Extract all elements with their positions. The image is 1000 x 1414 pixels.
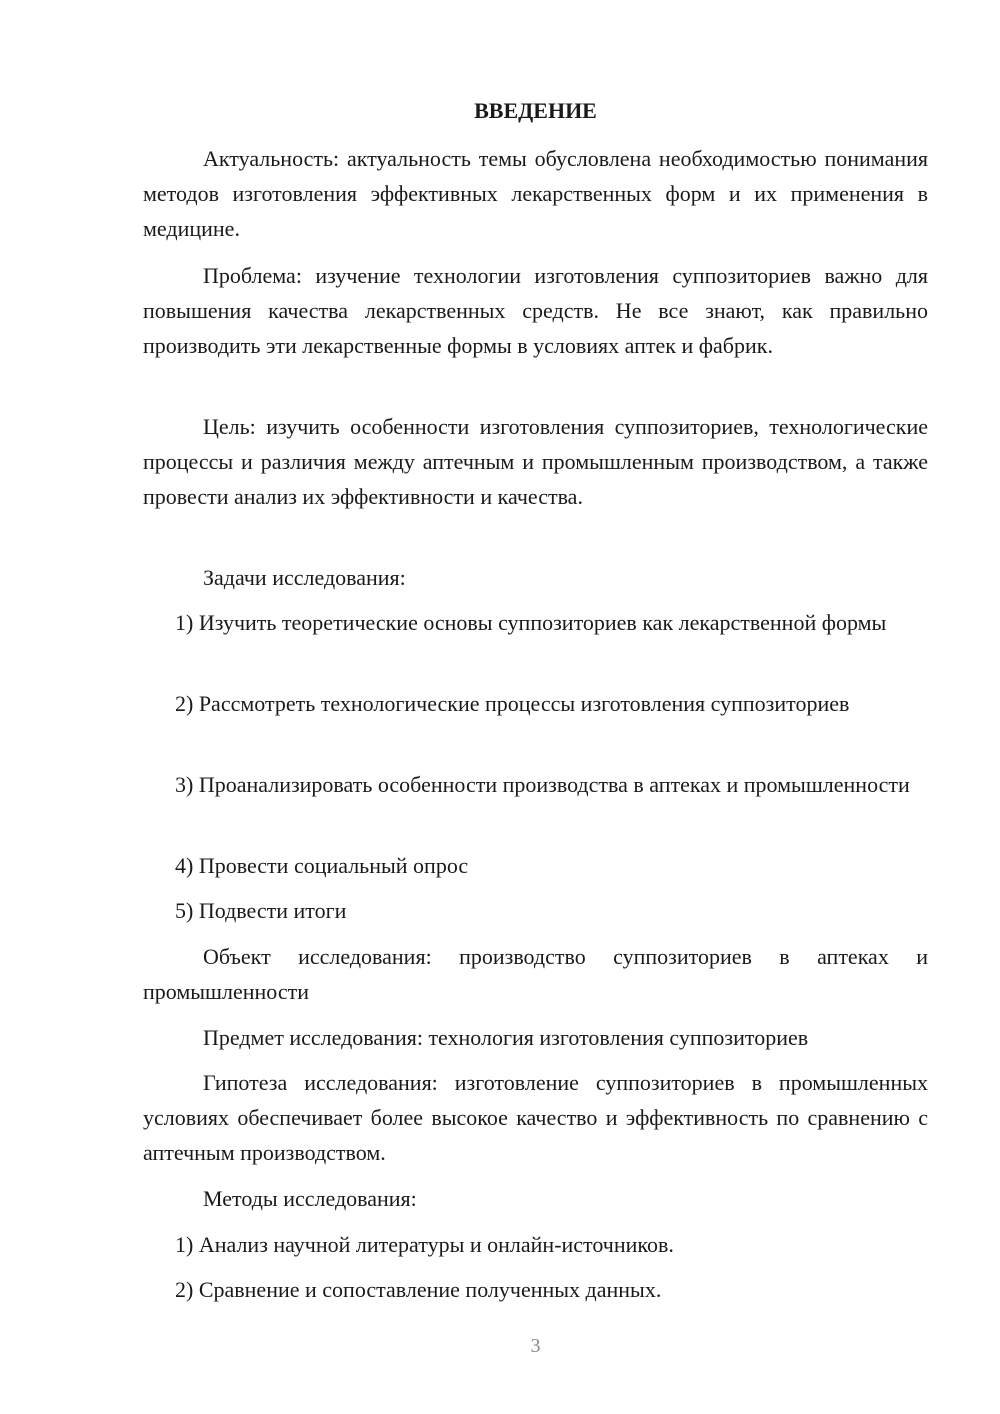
list-item-task-2: 2) Рассмотреть технологические процессы изготовления суппозиториев (175, 691, 850, 716)
list-item-task-5: 5) Подвести итоги (175, 898, 347, 923)
paragraph-hypothesis: Гипотеза исследования: изготовление суппозиториев в промышленных условиях обеспечивает более высокое качество и эффективность по сравнению с аптечным производством. (143, 1070, 928, 1165)
paragraph-goal: Цель: изучить особенности изготовления суппозиториев, технологические процессы и различия между аптечным и промышленным производством, а также провести анализ их эффективности и качества. (143, 414, 928, 509)
paragraph-problem: Проблема: изучение технологии изготовления суппозиториев важно для повышения качества лекарственных средств. Не все знают, как правильно производить эти лекарственные формы в условиях аптек и фабрик. (143, 263, 928, 358)
paragraph-relevance: Актуальность: актуальность темы обусловлена необходимостью понимания методов изготовления эффективных лекарственных форм и их применения в медицине. (143, 146, 928, 241)
page-title: ВВЕДЕНИЕ (474, 98, 597, 123)
paragraph-methods-heading: Методы исследования: (203, 1186, 417, 1211)
list-item-method-1: 1) Анализ научной литературы и онлайн-источников. (175, 1232, 674, 1257)
paragraph-object: Объект исследования: производство суппозиториев в аптеках и промышленности (143, 944, 928, 1004)
page-number: 3 (530, 1335, 541, 1357)
list-item-method-2: 2) Сравнение и сопоставление полученных данных. (175, 1277, 662, 1302)
list-item-task-1: 1) Изучить теоретические основы суппозиториев как лекарственной формы (175, 610, 887, 635)
paragraph-tasks-heading: Задачи исследования: (203, 565, 406, 590)
list-item-task-4: 4) Провести социальный опрос (175, 853, 469, 878)
list-item-task-3: 3) Проанализировать особенности производства в аптеках и промышленности (175, 772, 910, 797)
paragraph-subject: Предмет исследования: технология изготовления суппозиториев (203, 1025, 809, 1050)
